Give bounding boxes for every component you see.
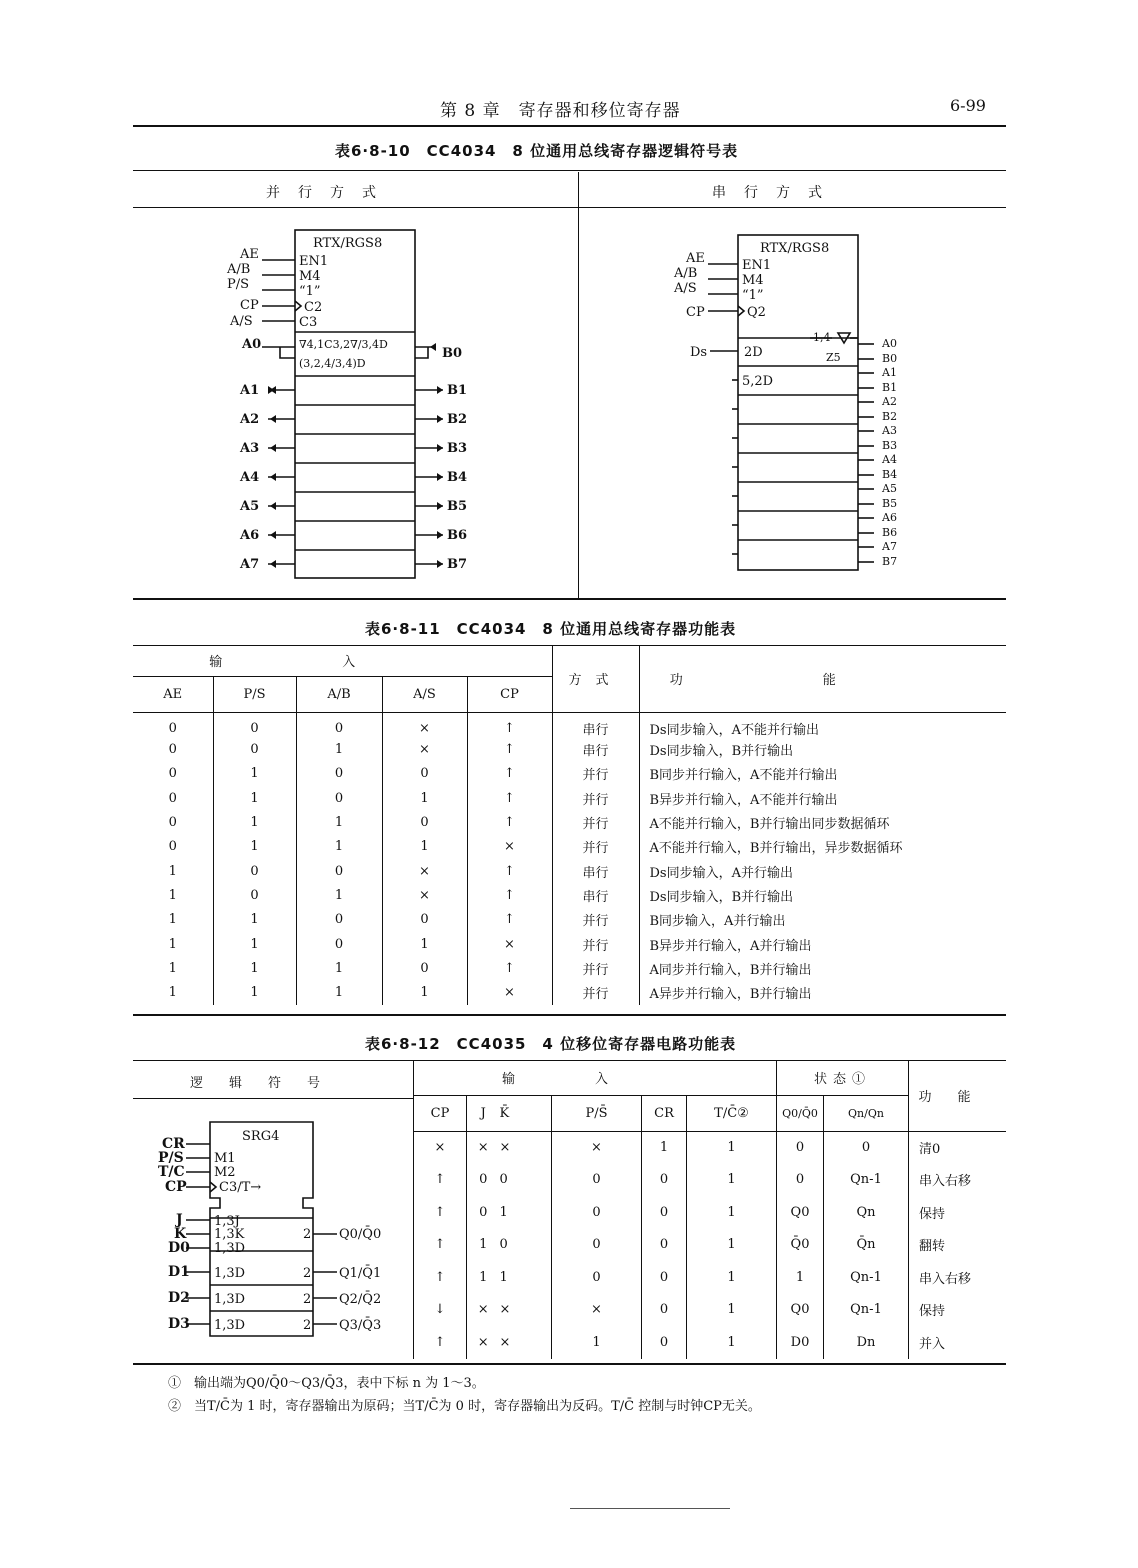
svg-text:(3,2,4/3,4)D: (3,2,4/3,4)D [299, 357, 366, 370]
t11-cell: 并行 [552, 835, 639, 859]
svg-text:“1”: “1” [299, 284, 321, 299]
t11-cell: 1 [168, 960, 177, 976]
t12-cell: 1 [687, 1164, 777, 1197]
svg-text:Q2/Q̄2: Q2/Q̄2 [339, 1292, 382, 1307]
t11-cell: A异步并行输入，B并行输出 [639, 980, 1006, 1004]
svg-text:CP: CP [240, 298, 259, 313]
svg-text:D3: D3 [168, 1316, 190, 1332]
svg-text:2: 2 [303, 1266, 312, 1281]
t12-cell: 1 [687, 1196, 777, 1229]
t11-cell: 并行 [552, 786, 639, 810]
svg-text:A/B: A/B [674, 266, 698, 281]
svg-text:2: 2 [303, 1227, 312, 1242]
t11-cell: × [467, 980, 552, 1004]
t11-cell: 1 [296, 835, 382, 859]
svg-text:B7: B7 [882, 555, 898, 568]
svg-text:Ds: Ds [690, 345, 708, 360]
t12-cell: 0 [642, 1294, 687, 1327]
t11-cell: 1 [213, 932, 296, 956]
t11-cell: 0 [213, 712, 296, 738]
svg-text:B7: B7 [447, 557, 468, 572]
t12-cell: Qn-1 [824, 1164, 909, 1197]
svg-text:B5: B5 [447, 499, 468, 514]
svg-text:Q1/Q̄1: Q1/Q̄1 [339, 1266, 382, 1281]
t11-cell: 1 [168, 887, 177, 903]
t12-cell: 0 [642, 1326, 687, 1359]
svg-text:1,3D: 1,3D [214, 1241, 246, 1256]
t11-cell: 并行 [552, 956, 639, 980]
svg-text:C2: C2 [304, 300, 323, 315]
svg-text:A/S: A/S [230, 314, 253, 329]
serial-name: RTX/RGS8 [760, 241, 830, 256]
t11-cell: 1 [168, 863, 177, 879]
t11-cell: 串行 [552, 883, 639, 907]
t12-cell: 0 [467, 1196, 500, 1229]
t12-cell: Q0 [777, 1294, 824, 1327]
svg-text:A5: A5 [882, 482, 897, 495]
svg-text:A7: A7 [240, 557, 260, 572]
t11-cell: 并行 [552, 762, 639, 786]
t11-cell: Ds同步输入，B并行输出 [639, 738, 1006, 762]
table-row [133, 738, 1006, 762]
t12-cell: 0 [642, 1196, 687, 1229]
svg-text:B6: B6 [882, 526, 898, 539]
t12-cell: Q̄0 [777, 1229, 824, 1262]
t11-cell: 1 [382, 932, 467, 956]
t12-cell: 翻转 [909, 1229, 1007, 1262]
svg-text:A3: A3 [240, 441, 260, 456]
t11-cell: × [382, 738, 467, 762]
t11-cell: 1 [213, 835, 296, 859]
t11-cell: A不能并行输入，B并行输出，异步数据循环 [639, 835, 1006, 859]
t12-cell: 0 [642, 1229, 687, 1262]
t12-cell: D0 [777, 1326, 824, 1359]
svg-text:D1: D1 [168, 1264, 190, 1280]
t12-cell: 1 [552, 1326, 642, 1359]
svg-text:A4: A4 [240, 470, 260, 485]
col-parallel-heading: 并行方式 [266, 185, 394, 201]
svg-text:B6: B6 [447, 528, 468, 543]
svg-text:A5: A5 [240, 499, 260, 514]
t12-cell: × [467, 1294, 500, 1327]
t11-cell: 1 [296, 810, 382, 834]
t12-cell: × [414, 1131, 467, 1164]
t12-cell: × [499, 1302, 511, 1318]
t11-cell: ↑ [467, 956, 552, 980]
t11-cell: 0 [168, 742, 177, 758]
svg-text:2: 2 [303, 1292, 312, 1307]
t11-cell: 并行 [552, 810, 639, 834]
t11-cell: 1 [213, 908, 296, 932]
t11-cell: 1 [296, 980, 382, 1004]
svg-text:Z5: Z5 [826, 351, 841, 364]
table-row [133, 786, 1006, 810]
table-11-caption: 表6·8-11 CC4034 8 位通用总线寄存器功能表 [365, 620, 737, 638]
t12-cell: Qn [824, 1196, 909, 1229]
svg-text:B4: B4 [447, 470, 468, 485]
t11-cell: 0 [382, 810, 467, 834]
t12-cell: 0 [642, 1261, 687, 1294]
t11-cell: 0 [296, 762, 382, 786]
table-row [414, 1196, 1007, 1229]
t12-cell: Qn-1 [824, 1294, 909, 1327]
t11-cell: 0 [168, 720, 177, 736]
svg-text:CP: CP [165, 1179, 187, 1195]
table-12-caption: 表6·8-12 CC4035 4 位移位寄存器电路功能表 [365, 1035, 737, 1053]
svg-text:EN1: EN1 [299, 254, 329, 269]
svg-text:2: 2 [303, 1318, 312, 1333]
t11-cell: 1 [213, 980, 296, 1004]
t11-cell: 0 [296, 786, 382, 810]
t11-mode-header: 方式 [552, 646, 639, 712]
t11-cell: 串行 [552, 738, 639, 762]
srg4-name: SRG4 [242, 1129, 280, 1144]
t11-cell: 1 [213, 786, 296, 810]
header-rule [133, 125, 1006, 127]
t11-input-group: 输入 [133, 646, 552, 676]
svg-text:B5: B5 [882, 497, 898, 510]
col-serial-heading: 串行方式 [712, 185, 840, 201]
footnote-2: ② 当T/C̄为 1 时，寄存器输出为原码；当T/C̄为 0 时，寄存器输出为反码。T/C̄ 控制与时钟CP无关。 [168, 1399, 761, 1414]
t12-cell: ↑ [414, 1261, 467, 1294]
svg-text:1,3D: 1,3D [214, 1318, 246, 1333]
svg-text:A/B: A/B [227, 262, 251, 277]
t12-cell: 0 [499, 1237, 508, 1253]
t11-cell: 0 [168, 790, 177, 806]
t11-cell: 1 [296, 738, 382, 762]
svg-text:T/C: T/C [158, 1164, 185, 1180]
table-11: 输入 方式 功能 AE P/S A/B A/S CP 0 0 0 × ↑ 串行 Ds同步输入，A不能并行输出 0 0 1 × ↑ 串行 Ds同步输入，B并行输出 0 1 0 0 ↑ 并行 B同步并行输入，A不能并行输出 0 1 0 1 ↑ 并行 B异步并行输入，A不能并行输出 0 1 1 0 ↑ 并行 A不能并行输入，B并行输出同步数据循环 0 1 1 1 × 并行 A不能并行输入，B并行输出，异步数据循环 1 0 0 × ↑ 串行 Ds同步输入，A并行输出 1 0 1 × ↑ 串行 Ds同步输入，B并行输出 1 1 0 0 ↑ 并行 B同步输入，A并行输出 1 1 0 1 × 并行 B异步并行输入，A并行输出 1 1 1 0 ↑ 并行 A同步并行输入，B并行输出 1 1 1 1 × 并行 A异步并行输入，B并行输出 [133, 646, 1006, 1005]
parallel-logic-symbol [200, 215, 500, 590]
svg-text:1,3K: 1,3K [214, 1227, 245, 1242]
t11-cell: 1 [382, 786, 467, 810]
svg-text:A3: A3 [882, 424, 897, 437]
t11-cell: ↑ [467, 762, 552, 786]
svg-text:A0: A0 [882, 337, 897, 350]
t12-cell: 0 [552, 1164, 642, 1197]
t12-cell: 0 [777, 1164, 824, 1197]
t11-cell: Ds同步输入，A不能并行输出 [639, 712, 1006, 738]
t12-cell: Q̄n [824, 1229, 909, 1262]
svg-text:A0: A0 [242, 337, 262, 352]
svg-text:1,3J: 1,3J [214, 1214, 240, 1229]
t11-cell: 1 [296, 956, 382, 980]
table-row [133, 980, 1006, 1004]
t11-cell: 1 [296, 883, 382, 907]
svg-text:AE: AE [240, 247, 259, 262]
svg-text:1,4: 1,4 [813, 331, 831, 344]
svg-text:D0: D0 [168, 1240, 190, 1256]
table-row [133, 883, 1006, 907]
svg-text:M2: M2 [214, 1165, 236, 1180]
t12-cell: 保持 [909, 1294, 1007, 1327]
t11-cell: Ds同步输入，B并行输出 [639, 883, 1006, 907]
svg-text:J: J [176, 1212, 183, 1228]
t12-cell: 0 [552, 1261, 642, 1294]
t11-cell: ↑ [467, 810, 552, 834]
t11-cell: A同步并行输入，B并行输出 [639, 956, 1006, 980]
t12-cell: 0 [642, 1164, 687, 1197]
svg-text:B2: B2 [882, 410, 898, 423]
svg-text:CP: CP [686, 305, 705, 320]
svg-text:B2: B2 [447, 412, 468, 427]
table-row [133, 835, 1006, 859]
t11-cell: 0 [168, 766, 177, 782]
scan-artifact-line [570, 1508, 730, 1509]
table-row [133, 859, 1006, 883]
table-12: 输入 状态① 功能 CP J K̄ P/S̄ CR T/C̄② Q0/Q̄0 Qn/Qn × × × × 1 1 0 0 清0 ↑ 0 0 0 0 1 0 Qn-1 串入右移 ↑ 0 1 0 0 1 Q0 Qn 保持 ↑ 1 0 0 0 1 Q̄0 Q̄n 翻转 ↑ 1 1 0 0 1 1 Qn-1 串入右移 ↓ × × × 0 1 Q0 Qn-1 保持 ↑ × × 1 0 1 D0 Dn 并入 [413, 1061, 1006, 1359]
t12-cell: 1 [687, 1294, 777, 1327]
t11-cell: 1 [213, 762, 296, 786]
t11-cell: 0 [213, 883, 296, 907]
t12-cell: × [552, 1294, 642, 1327]
table-row [133, 762, 1006, 786]
t12-cell: 1 [687, 1229, 777, 1262]
t12-cell: 0 [552, 1229, 642, 1262]
t12-cell: 0 [777, 1131, 824, 1164]
svg-text:CR: CR [162, 1136, 185, 1152]
svg-text:M4: M4 [299, 269, 321, 284]
table-row [414, 1261, 1007, 1294]
svg-text:K: K [174, 1226, 187, 1242]
t12-cell: 1 [499, 1269, 508, 1285]
t11-cell: B异步并行输入，A不能并行输出 [639, 786, 1006, 810]
t12-cell: × [499, 1334, 511, 1350]
table-row [414, 1326, 1007, 1359]
svg-text:B3: B3 [447, 441, 468, 456]
svg-text:B3: B3 [882, 439, 898, 452]
t12-cell: Dn [824, 1326, 909, 1359]
t11-cell: × [467, 835, 552, 859]
t11-cell: 1 [213, 956, 296, 980]
t11-func-header: 功能 [639, 646, 1006, 712]
t11-cell: ↑ [467, 859, 552, 883]
t11-cell: ↑ [467, 712, 552, 738]
t11-cell: × [382, 712, 467, 738]
svg-text:Q3/Q̄3: Q3/Q̄3 [339, 1318, 382, 1333]
t11-cell: 串行 [552, 859, 639, 883]
t11-cell: 0 [296, 908, 382, 932]
svg-text:A2: A2 [882, 395, 897, 408]
t11-cell: × [382, 883, 467, 907]
svg-text:C3: C3 [299, 315, 318, 330]
t11-cell: 1 [213, 810, 296, 834]
table-row [133, 712, 1006, 738]
t12-cell: Qn-1 [824, 1261, 909, 1294]
table-10-caption: 表6·8-10 CC4034 8 位通用总线寄存器逻辑符号表 [335, 142, 739, 160]
svg-text:A4: A4 [882, 453, 897, 466]
t11-cell: 0 [168, 839, 177, 855]
t11-cell: 0 [296, 859, 382, 883]
t12-cell: 清0 [909, 1131, 1007, 1164]
page-number: 6-99 [950, 96, 986, 115]
t12-cell: 1 [499, 1204, 508, 1220]
t11-cell: B同步输入，A并行输出 [639, 908, 1006, 932]
t12-func-header: 功能 [909, 1061, 1007, 1131]
t11-cell: × [382, 859, 467, 883]
table-row [414, 1131, 1007, 1164]
t11-cell: 1 [382, 980, 467, 1004]
t11-cell: B异步并行输入，A并行输出 [639, 932, 1006, 956]
t12-cell: ↓ [414, 1294, 467, 1327]
t11-cell: 0 [168, 815, 177, 831]
svg-text:A1: A1 [882, 366, 897, 379]
table-row [414, 1294, 1007, 1327]
t12-cell: 串入右移 [909, 1164, 1007, 1197]
svg-text:P/S: P/S [227, 277, 250, 292]
svg-text:EN1: EN1 [742, 258, 772, 273]
t12-cell: 1 [687, 1326, 777, 1359]
table-row [133, 932, 1006, 956]
t11-cell: 0 [382, 908, 467, 932]
t12-cell: 并入 [909, 1326, 1007, 1359]
t11-cell: ↑ [467, 738, 552, 762]
svg-text:P/S: P/S [158, 1150, 184, 1166]
t11-cell: 并行 [552, 980, 639, 1004]
table-row [414, 1164, 1007, 1197]
t12-cell: 1 [687, 1131, 777, 1164]
svg-text:C3/T→: C3/T→ [219, 1180, 262, 1195]
t11-cell: 1 [382, 835, 467, 859]
t11-cell: ↑ [467, 883, 552, 907]
t11-cell: 并行 [552, 932, 639, 956]
t12-cell: 1 [642, 1131, 687, 1164]
t12-symbol-heading: 逻辑符号 [190, 1076, 347, 1091]
chapter-title: 第 8 章 寄存器和移位寄存器 [440, 101, 681, 121]
t11-cell: 0 [296, 932, 382, 956]
t12-cell: × [499, 1140, 511, 1155]
svg-text:“1”: “1” [742, 288, 764, 303]
t12-cell: ↑ [414, 1229, 467, 1262]
t11-cell: × [467, 932, 552, 956]
svg-text:A/S: A/S [674, 281, 697, 296]
svg-text:5,2D: 5,2D [742, 374, 774, 389]
svg-text:2D: 2D [744, 345, 763, 360]
svg-text:B0: B0 [442, 346, 463, 361]
serial-logic-symbol [660, 220, 920, 580]
t11-cell: 1 [168, 985, 177, 1001]
svg-text:B1: B1 [447, 383, 468, 398]
t11-cell: B同步并行输入，A不能并行输出 [639, 762, 1006, 786]
table-row [133, 908, 1006, 932]
t12-cell: 0 [499, 1172, 508, 1188]
svg-text:B1: B1 [882, 381, 898, 394]
t12-cell: 1 [687, 1261, 777, 1294]
svg-text:M4: M4 [742, 273, 764, 288]
svg-text:Q0/Q̄0: Q0/Q̄0 [339, 1227, 382, 1242]
svg-text:∇4,1C3,2∇/3,4D: ∇4,1C3,2∇/3,4D [299, 338, 388, 351]
footnote-1: ① 输出端为Q0/Q̄0～Q3/Q̄3，表中下标 n 为 1～3。 [168, 1376, 485, 1391]
t11-cell: 串行 [552, 712, 639, 738]
svg-text:A6: A6 [240, 528, 260, 543]
t12-cell: Q0 [777, 1196, 824, 1229]
svg-text:M1: M1 [214, 1151, 236, 1166]
t12-cell: 1 [777, 1261, 824, 1294]
t12-cell: 保持 [909, 1196, 1007, 1229]
svg-text:A1: A1 [240, 383, 260, 398]
t12-cell: 0 [552, 1196, 642, 1229]
srg4-logic-symbol [150, 1110, 415, 1345]
svg-text:D2: D2 [168, 1290, 190, 1306]
svg-text:B0: B0 [882, 352, 898, 365]
svg-text:A6: A6 [882, 511, 897, 524]
t12-cell: × [552, 1131, 642, 1164]
t12-cell: 0 [467, 1164, 500, 1197]
t11-cell: 1 [168, 936, 177, 952]
t11-cell: ↑ [467, 908, 552, 932]
table-row [133, 810, 1006, 834]
svg-text:1,3D: 1,3D [214, 1266, 246, 1281]
table-row [133, 956, 1006, 980]
t11-cell: ↑ [467, 786, 552, 810]
t12-cell: 1 [467, 1261, 500, 1294]
svg-text:1,3D: 1,3D [214, 1292, 246, 1307]
t11-cell: 并行 [552, 908, 639, 932]
svg-text:B4: B4 [882, 468, 898, 481]
parallel-name: RTX/RGS8 [313, 236, 383, 251]
t12-cell: ↑ [414, 1196, 467, 1229]
t12-cell: 串入右移 [909, 1261, 1007, 1294]
svg-text:A7: A7 [882, 540, 897, 553]
t12-cell: × [467, 1326, 500, 1359]
t11-cell: 0 [296, 712, 382, 738]
t12-cell: ↑ [414, 1164, 467, 1197]
t12-input-group: 输入 [414, 1061, 777, 1095]
table-row [414, 1229, 1007, 1262]
t11-cell: 0 [382, 762, 467, 786]
t11-cell: 0 [213, 738, 296, 762]
svg-text:A2: A2 [240, 412, 260, 427]
t11-cell: 1 [168, 912, 177, 928]
t12-cell: 0 [824, 1131, 909, 1164]
t12-cell: 1 [467, 1229, 500, 1262]
svg-text:AE: AE [686, 251, 705, 266]
t12-cell: × [467, 1131, 500, 1164]
t11-cell: 0 [213, 859, 296, 883]
t12-state-group: 状态① [777, 1061, 909, 1095]
svg-text:Q2: Q2 [747, 305, 766, 320]
t11-cell: A不能并行输入，B并行输出同步数据循环 [639, 810, 1006, 834]
t11-cell: Ds同步输入，A并行输出 [639, 859, 1006, 883]
t12-cell: ↑ [414, 1326, 467, 1359]
t11-cell: 0 [382, 956, 467, 980]
